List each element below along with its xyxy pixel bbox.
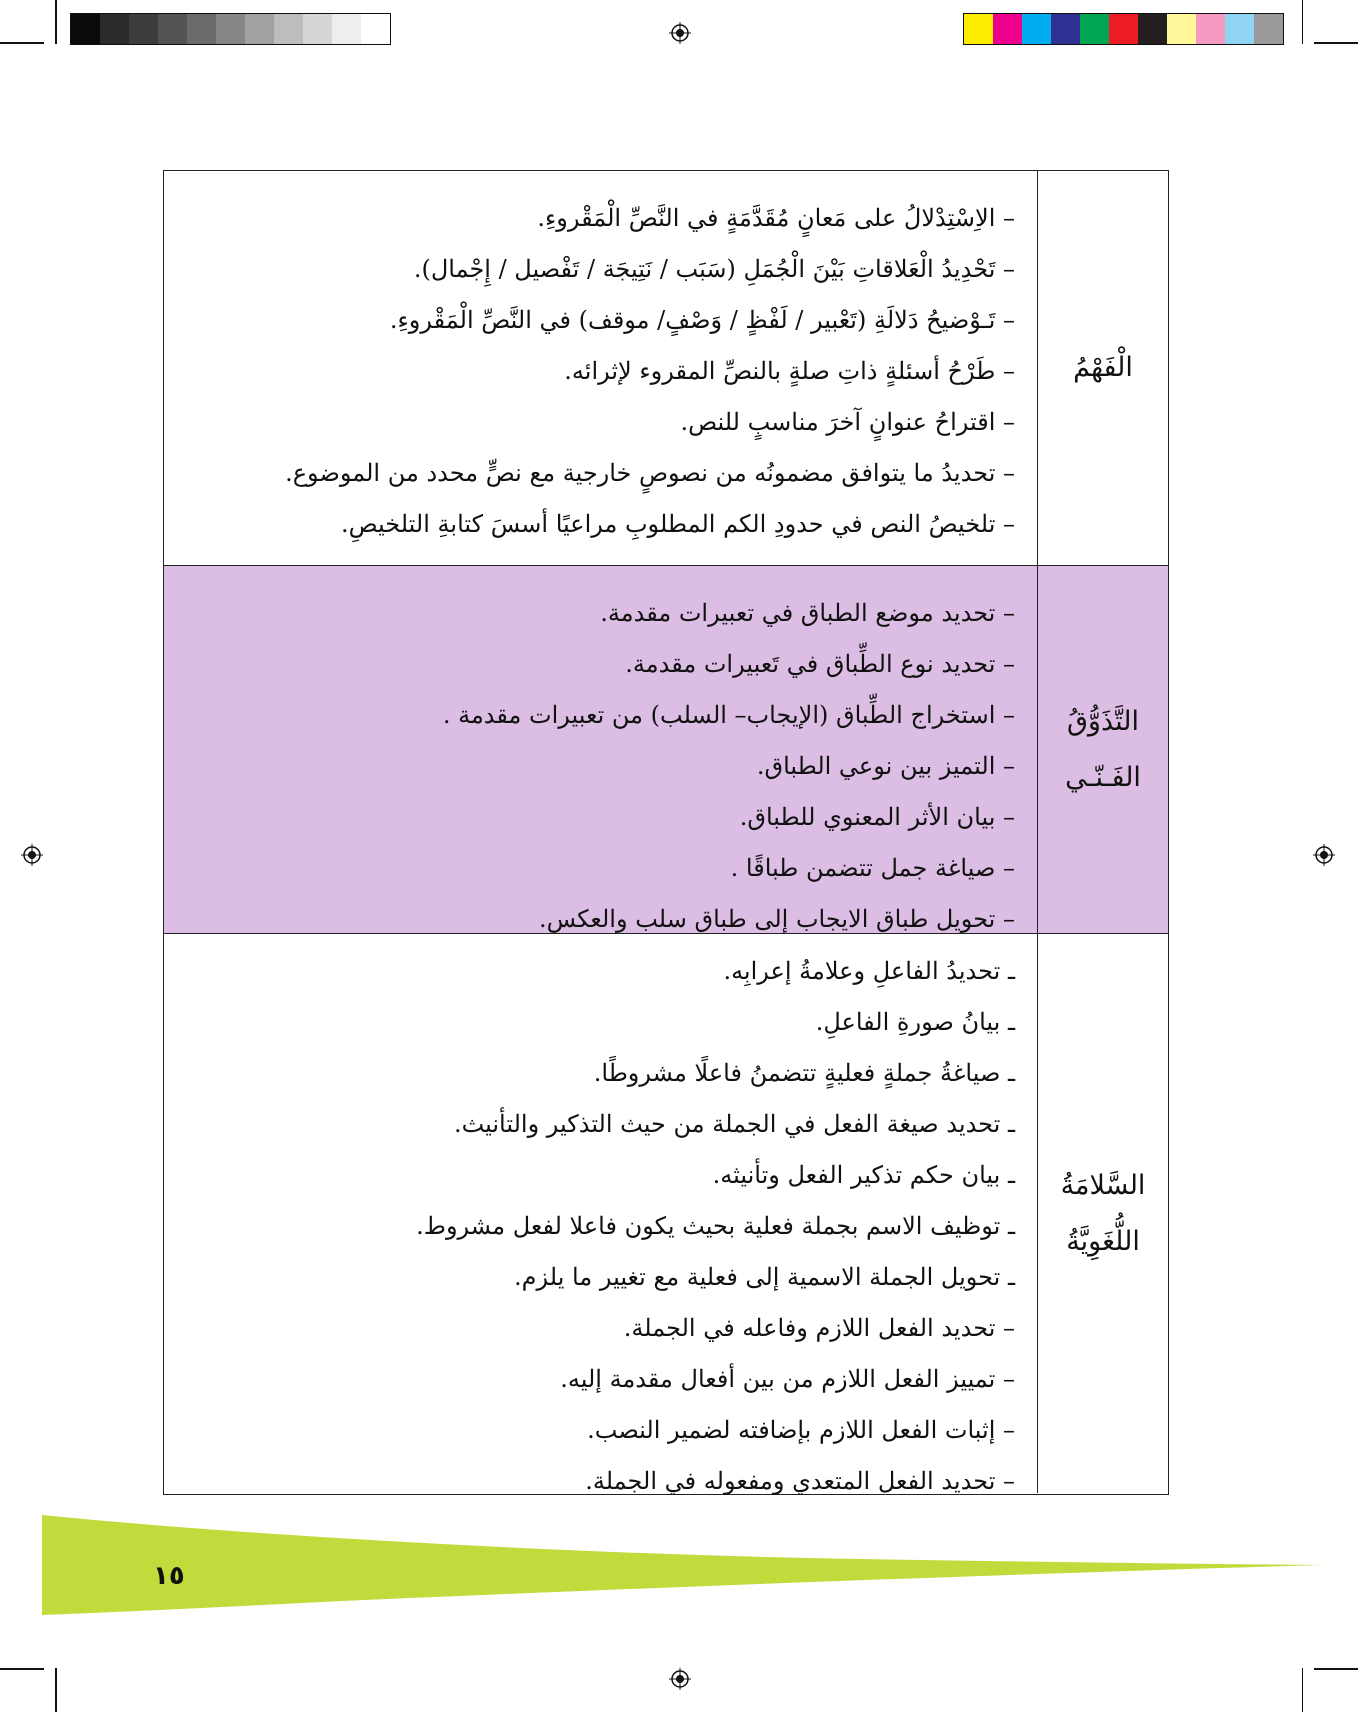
grayscale-calibration-bar bbox=[70, 13, 391, 45]
list-item: ـ تحديد صيغة الفعل في الجملة من حيث التذكير والتأنيث. bbox=[453, 1110, 1015, 1138]
table-row-artistic-taste bbox=[164, 565, 1168, 933]
color-swatch bbox=[1196, 14, 1225, 44]
gray-swatch bbox=[274, 14, 303, 44]
color-swatch bbox=[1254, 14, 1283, 44]
row-label bbox=[1037, 934, 1168, 1493]
table-row-comprehension bbox=[164, 171, 1168, 565]
row-label-line: الفَـنّـي bbox=[1065, 761, 1141, 793]
list-item: – تحويل طباق الايجاب إلى طباق سلب والعكس. bbox=[538, 905, 1015, 933]
list-item: – تحديدُ ما يتوافق مضمونُه من نصوصٍ خارجية مع نصٍّ محدد من الموضوع. bbox=[285, 459, 1015, 487]
gray-swatch bbox=[71, 14, 100, 44]
row-label-line: الْفَهْمُ bbox=[1073, 352, 1133, 383]
color-swatch bbox=[1051, 14, 1080, 44]
list-item: – تحديد موضع الطباق في تعبيرات مقدمة. bbox=[600, 599, 1015, 627]
list-item: ـ صياغةُ جملةٍ فعليةٍ تتضمنُ فاعلًا مشروطًا. bbox=[593, 1059, 1015, 1087]
skills-table bbox=[163, 170, 1169, 1495]
list-item: – تلخيصُ النص في حدودِ الكم المطلوبِ مراعيًا أسسَ كتابةِ التلخيصِ. bbox=[340, 510, 1015, 538]
list-item: – تحديد الفعل اللازم وفاعله في الجملة. bbox=[623, 1314, 1015, 1342]
list-item: ـ بيان حكم تذكير الفعل وتأنيثه. bbox=[712, 1161, 1015, 1189]
list-item: ـ تحويل الجملة الاسمية إلى فعلية مع تغيير ما يلزم. bbox=[514, 1263, 1015, 1291]
list-item: – تَحْدِيدُ الْعَلاقاتِ بَيْنَ الْجُمَلِ (سَبَب / نَتِيجَة / تَفْصيل / إِجْمال). bbox=[413, 255, 1015, 283]
gray-swatch bbox=[303, 14, 332, 44]
color-swatch bbox=[1225, 14, 1254, 44]
list-item: – بيان الأثر المعنوي للطباق. bbox=[739, 803, 1015, 831]
page-number: ١٥ bbox=[153, 1561, 185, 1591]
row-label bbox=[1037, 566, 1168, 933]
row-content bbox=[164, 566, 1037, 933]
gray-swatch bbox=[332, 14, 361, 44]
row-label-line: السَّلامَةُ bbox=[1060, 1169, 1146, 1201]
list-item: – الاِسْتِدْلالُ على مَعانٍ مُقَدَّمَةٍ في النَّصِّ الْمَقْروءِ. bbox=[537, 204, 1015, 232]
registration-mark-icon bbox=[669, 1668, 691, 1690]
registration-mark-icon bbox=[669, 22, 691, 44]
row-label-line: اللُّغَوِيَّةُ bbox=[1066, 1225, 1140, 1257]
gray-swatch bbox=[100, 14, 129, 44]
list-item: – تَـوْضيحُ دَلالَةِ (تَعْبير / لَفْظٍ / وَصْفٍ/ موقف) في النَّصِّ الْمَقْروءِ. bbox=[389, 306, 1015, 334]
list-item: – التميز بين نوعي الطباق. bbox=[756, 752, 1015, 780]
list-item: – إثبات الفعل اللازم بإضافته لضمير النصب. bbox=[587, 1416, 1015, 1444]
list-item: – صياغة جمل تتضمن طباقًا . bbox=[730, 854, 1015, 882]
gray-swatch bbox=[361, 14, 390, 44]
gray-swatch bbox=[129, 14, 158, 44]
color-swatch bbox=[1080, 14, 1109, 44]
gray-swatch bbox=[158, 14, 187, 44]
table-row-linguistic-accuracy bbox=[164, 933, 1168, 1493]
gray-swatch bbox=[216, 14, 245, 44]
gray-swatch bbox=[187, 14, 216, 44]
registration-mark-icon bbox=[1313, 844, 1335, 866]
list-item: – تمييز الفعل اللازم من بين أفعال مقدمة إليه. bbox=[560, 1365, 1015, 1393]
color-swatch bbox=[1138, 14, 1167, 44]
list-item: – تحديد الفعل المتعدي ومفعوله في الجملة. bbox=[585, 1467, 1015, 1495]
row-content bbox=[164, 171, 1037, 565]
row-label-line: التَّذَوُّقُ bbox=[1066, 705, 1140, 737]
color-swatch bbox=[964, 14, 993, 44]
list-item: ـ توظيف الاسم بجملة فعلية بحيث يكون فاعلا لفعل مشروط. bbox=[416, 1212, 1015, 1240]
footer-green-wave bbox=[42, 1515, 1322, 1615]
gray-swatch bbox=[245, 14, 274, 44]
list-item: – استخراج الطِّباق (الإيجاب– السلب) من تعبيرات مقدمة . bbox=[442, 701, 1015, 729]
list-item: – اقتراحُ عنوانٍ آخرَ مناسبٍ للنص. bbox=[680, 408, 1015, 436]
color-swatch bbox=[993, 14, 1022, 44]
list-item: – تحديد نوع الطِّباق في تَعبيرات مقدمة. bbox=[625, 650, 1015, 678]
color-swatch bbox=[1109, 14, 1138, 44]
color-swatch bbox=[1167, 14, 1196, 44]
color-calibration-bar bbox=[963, 13, 1284, 45]
registration-mark-icon bbox=[21, 844, 43, 866]
color-swatch bbox=[1022, 14, 1051, 44]
row-label bbox=[1037, 171, 1168, 565]
row-content bbox=[164, 934, 1037, 1493]
list-item: ـ تحديدُ الفاعلِ وعلامةُ إعرابِه. bbox=[723, 957, 1015, 985]
list-item: ـ بيانُ صورةِ الفاعلِ. bbox=[815, 1008, 1015, 1036]
list-item: – طَرْحُ أسئلةٍ ذاتِ صلةٍ بالنصِّ المقروء لإثرائه. bbox=[564, 357, 1015, 385]
